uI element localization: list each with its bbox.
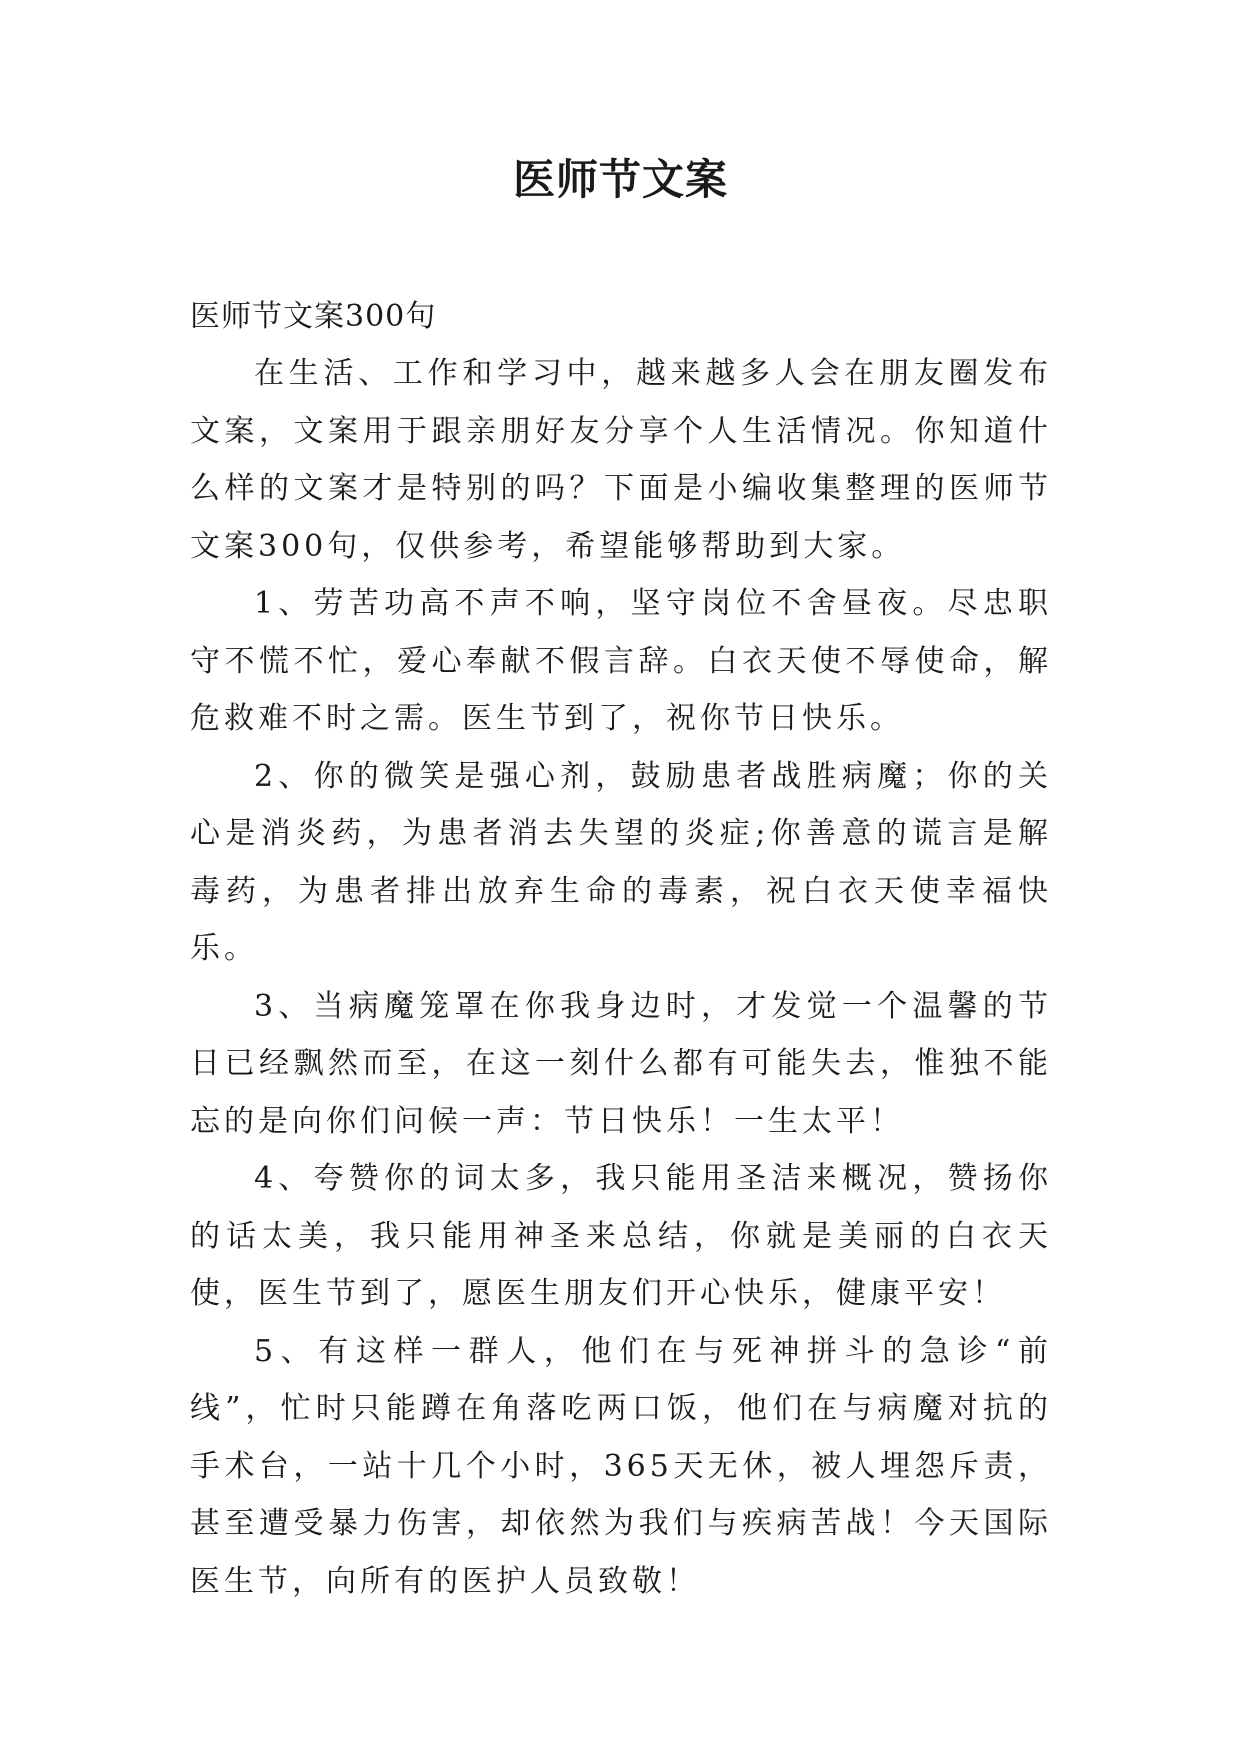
document-body <box>190 288 1052 1610</box>
quote-paragraph-3: 3、当病魔笼罩在你我身边时，才发觉一个温馨的节日已经飘然而至，在这一刻什么都有可能失去，惟独不能忘的是向你们问候一声：节日快乐！一生太平！ <box>190 988 1052 1139</box>
quote-paragraph-5: 5、有这样一群人，他们在与死神拼斗的急诊“前线”，忙时只能蹲在角落吃两口饭，他们在与病魔对抗的手术台，一站十几个小时，365天无休，被人埋怨斥责，甚至遭受暴力伤害，却依然为我们与疾病苦战！今天国际医生节，向所有的医护人员致敬！ <box>190 1333 1052 1599</box>
quote-paragraph-2: 2、你的微笑是强心剂，鼓励患者战胜病魔；你的关心是消炎药，为患者消去失望的炎症;你善意的谎言是解毒药，为患者排出放弃生命的毒素，祝白衣天使幸福快乐。 <box>190 758 1052 966</box>
quote-paragraph-1: 1、劳苦功高不声不响，坚守岗位不舍昼夜。尽忠职守不慌不忙，爱心奉献不假言辞。白衣天使不辱使命，解危救难不时之需。医生节到了，祝你节日快乐。 <box>190 586 1052 736</box>
document-title: 医师节文案 <box>512 155 728 204</box>
quote-paragraph-4: 4、夸赞你的词太多，我只能用圣洁来概况，赞扬你的话太美，我只能用神圣来总结，你就是美丽的白衣天使，医生节到了，愿医生朋友们开心快乐，健康平安！ <box>190 1161 1052 1311</box>
document-subtitle: 医师节文案300句 <box>190 299 437 334</box>
intro-paragraph: 在生活、工作和学习中，越来越多人会在朋友圈发布文案，文案用于跟亲朋好友分享个人生活情况。你知道什么样的文案才是特别的吗？下面是小编收集整理的医师节文案300句，仅供参考，希望能够帮助到大家。 <box>190 356 1052 564</box>
